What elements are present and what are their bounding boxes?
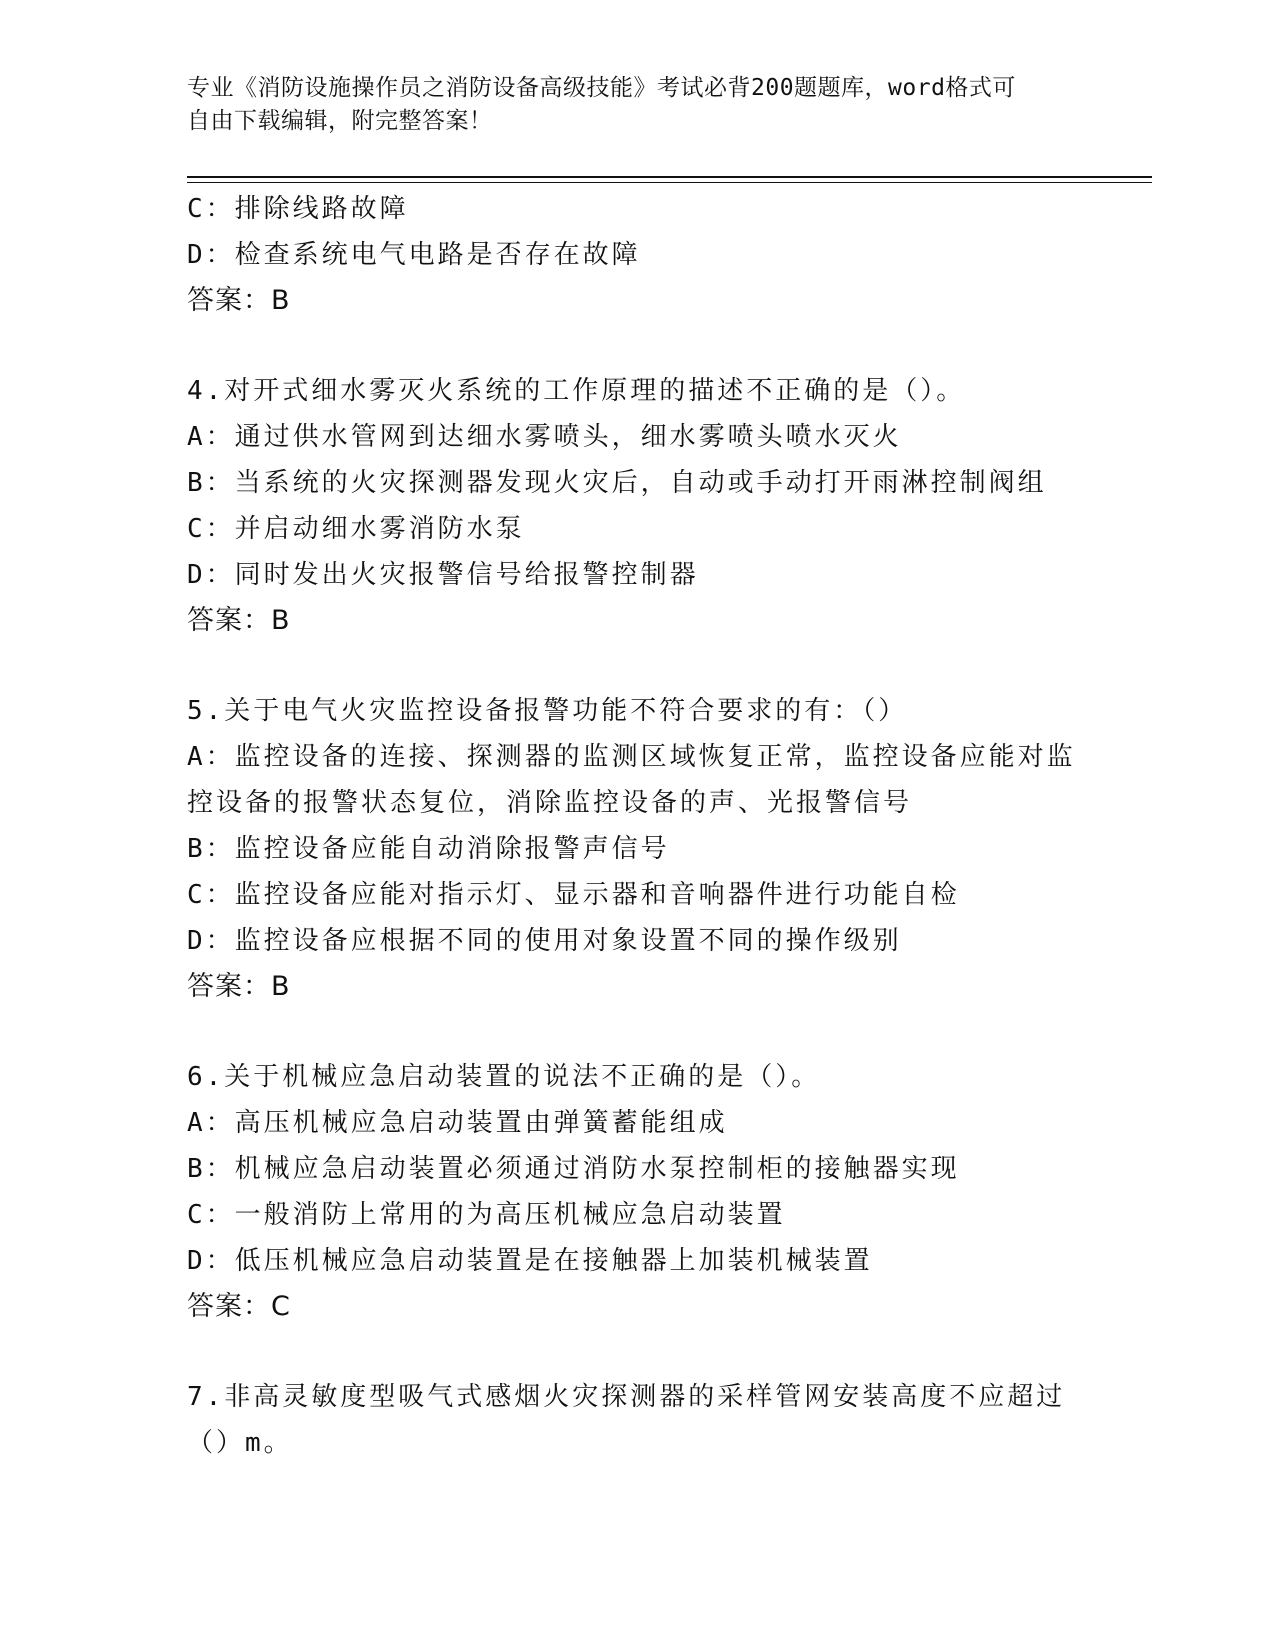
answer: 答案：B xyxy=(187,285,291,316)
header-divider-thick xyxy=(187,176,1152,178)
header-divider-thin xyxy=(187,182,1152,183)
question-text: 5.关于电气火灾监控设备报警功能不符合要求的有：（） xyxy=(187,696,908,726)
option-a: A：通过供水管网到达细水雾喷头，细水雾喷头喷水灭火 xyxy=(187,422,902,452)
option-c: C：并启动细水雾消防水泵 xyxy=(187,514,525,544)
question-text: 4.对开式细水雾灭火系统的工作原理的描述不正确的是（）。 xyxy=(187,376,966,406)
option-c: C：一般消防上常用的为高压机械应急启动装置 xyxy=(187,1200,786,1230)
answer: 答案：B xyxy=(187,605,291,636)
option-a-line-2: 控设备的报警状态复位，消除监控设备的声、光报警信号 xyxy=(187,788,913,818)
spacer xyxy=(187,1010,1147,1054)
document-header xyxy=(187,72,1087,138)
question-7 xyxy=(187,1374,1147,1466)
option-d: D：检查系统电气电路是否存在故障 xyxy=(187,240,641,270)
question-text-line-2: （）m。 xyxy=(187,1428,293,1458)
option-a: A：高压机械应急启动装置由弹簧蓄能组成 xyxy=(187,1108,728,1138)
spacer xyxy=(187,1330,1147,1374)
spacer xyxy=(187,644,1147,688)
option-d: D：监控设备应根据不同的使用对象设置不同的操作级别 xyxy=(187,926,902,956)
option-d: D：低压机械应急启动装置是在接触器上加装机械装置 xyxy=(187,1246,873,1276)
option-b: B：机械应急启动装置必须通过消防水泵控制柜的接触器实现 xyxy=(187,1154,960,1184)
option-b: B：当系统的火灾探测器发现火灾后，自动或手动打开雨淋控制阀组 xyxy=(187,468,1047,498)
answer: 答案：B xyxy=(187,971,291,1002)
question-5 xyxy=(187,688,1147,1010)
question-text: 6.关于机械应急启动装置的说法不正确的是（）。 xyxy=(187,1062,821,1092)
option-d: D：同时发出火灾报警信号给报警控制器 xyxy=(187,560,699,590)
answer: 答案：C xyxy=(187,1291,291,1322)
question-3-continued xyxy=(187,186,1147,324)
option-c: C：排除线路故障 xyxy=(187,194,409,224)
header-line-1: 专业《消防设施操作员之消防设备高级技能》考试必背200题题库，word格式可 xyxy=(187,75,1016,101)
question-text-line-1: 7.非高灵敏度型吸气式感烟火灾探测器的采样管网安装高度不应超过 xyxy=(187,1382,1066,1412)
option-c: C：监控设备应能对指示灯、显示器和音响器件进行功能自检 xyxy=(187,880,960,910)
option-a-line-1: A：监控设备的连接、探测器的监测区域恢复正常，监控设备应能对监 xyxy=(187,742,1076,772)
question-6 xyxy=(187,1054,1147,1330)
question-list xyxy=(187,186,1147,1466)
option-b: B：监控设备应能自动消除报警声信号 xyxy=(187,834,670,864)
header-line-2: 自由下载编辑，附完整答案！ xyxy=(187,108,493,134)
question-4 xyxy=(187,368,1147,644)
spacer xyxy=(187,324,1147,368)
